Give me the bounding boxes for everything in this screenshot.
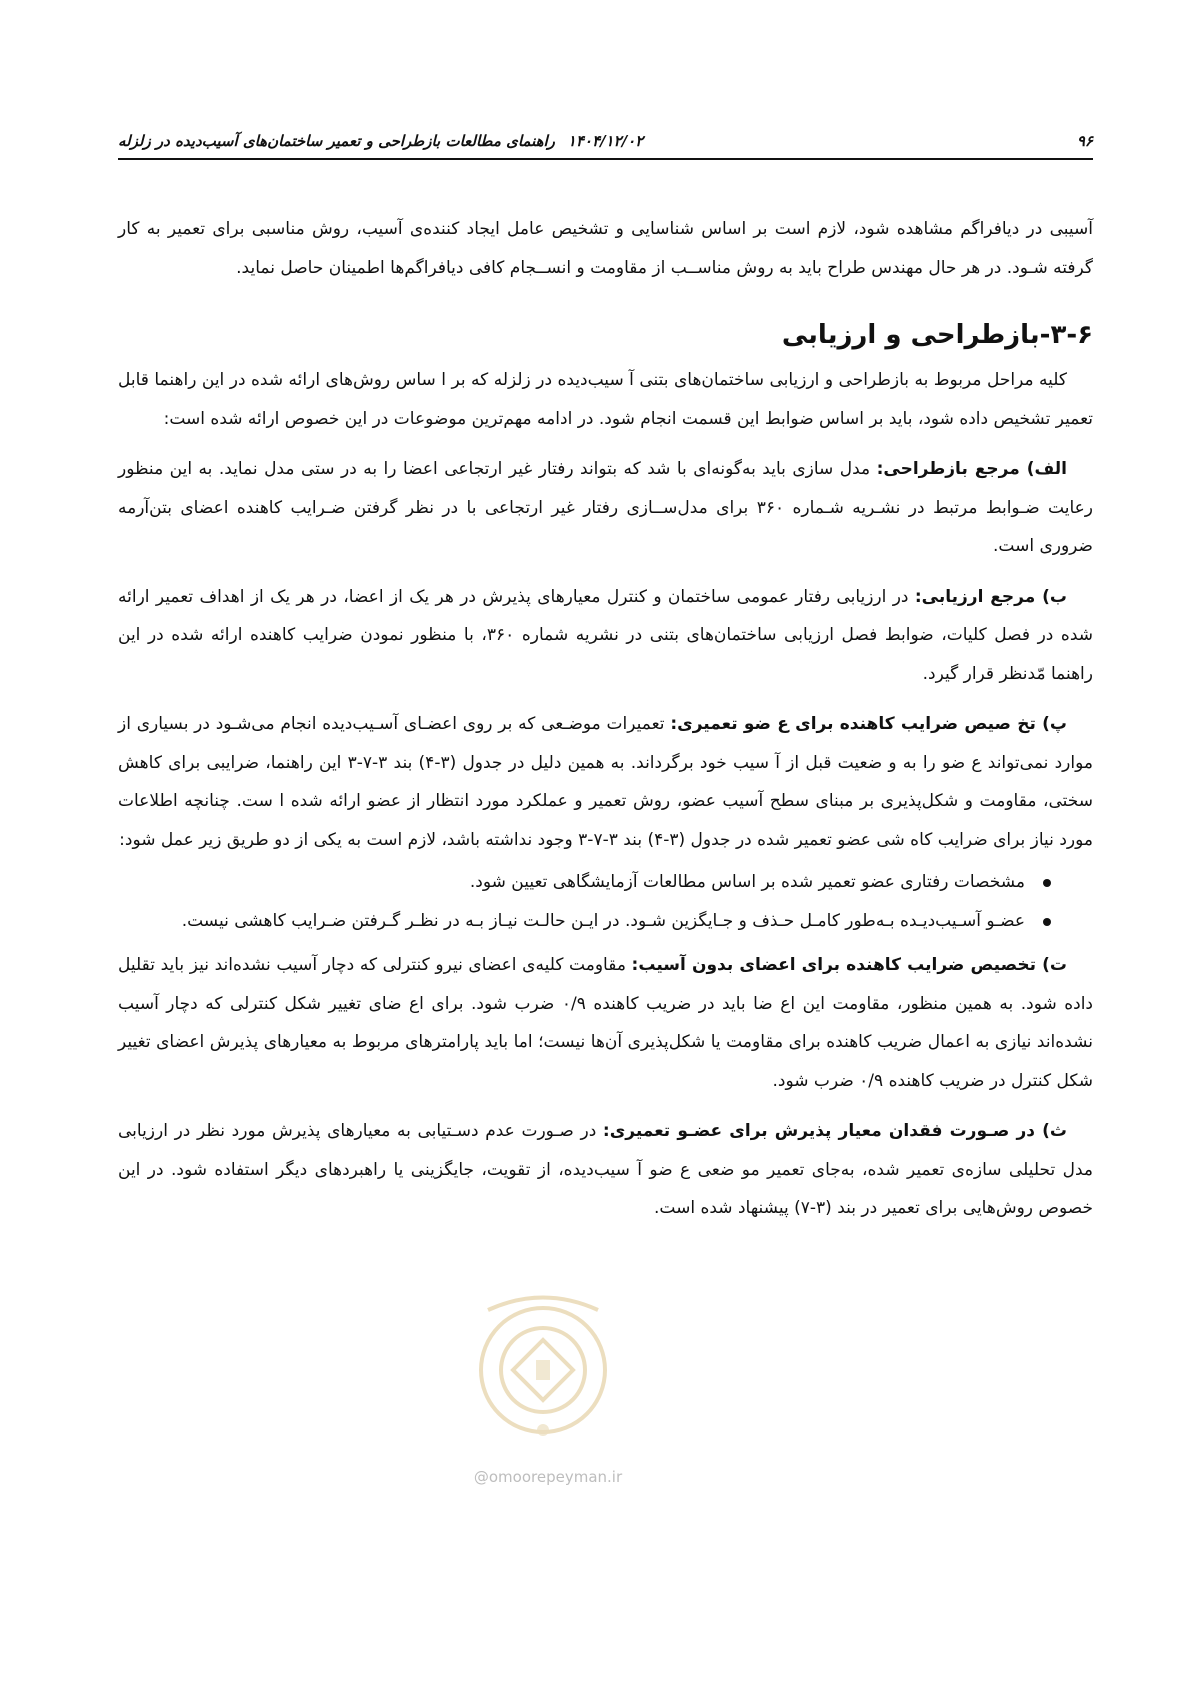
item-b-text: در ارزیابی رفتار عمومی ساختمان و کنترل معیارهای پذیرش در هر یک از اعضا، در هر یک از اهداف تعمیر ارائه شده در فصل کلیات، ضوابط فصل ارزیابی ساختمان‌های بتنی در نشریه شماره ۳۶۰، با منظور نمودن ضرایب کاهنده ارائه شده در این راهنما مّدنظر قرار گیرد. — [118, 586, 1093, 684]
watermark-text: @omoorepeyman.ir — [473, 1468, 623, 1486]
section-intro: کلیه مراحل مربوط به بازطراحی و ارزیابی ساختمان‌های بتنی آ سیب‌دیده در زلزله که بر ا ساس روش‌های ارائه شده در این راهنما قابل تعمیر تشخیص داده شود، باید بر اساس ضوابط این قسمت انجام شود. در ادامه مهم‌ترین موضوعات در این خصوص ارائه شده است: — [118, 370, 1093, 429]
item-b-paragraph — [118, 578, 1093, 694]
header-book-title: راهنمای مطالعات بازطراحی و تعمیر ساختمان‌های آسیب‌دیده در زلزله — [118, 132, 555, 150]
section-title: ۳-۶-بازطراحی و ارزیابی — [781, 320, 1093, 350]
item-a-text: مدل سازی باید به‌گونه‌ای با شد که بتواند رفتار غیر ارتجاعی اعضا را به در ستی مدل نماید. به این منظور رعایت ضـوابط مرتبط در نشـریه شـماره ۳۶۰ برای مدل‌ســازی رفتار غیر ارتجاعی با در نظر گرفتن ضـرایب کاهنده اعضای بتن‌آرمه ضروری است. — [118, 459, 1093, 556]
item-p-text: تعمیرات موضـعی که بر روی اعضـای آسـیب‌دیده انجام می‌شـود در بسیاری از موارد نمی‌تواند ع ضو را به و ضعیت قبل از آ سیب خود برگرداند. به همین دلیل در جدول (۳-۴) بند ۳-۷-۳ این راهنما، ضرایبی برای کاهش سختی، مقاومت و شکل‌پذیری بر مبنای سطح آسیب عضو، روش تعمیر و عملکرد مورد انتظار از عضو ارائه شده ا ست. چنانچه اطلاعات مورد نیاز برای ضرایب کاه شی عضو تعمیر شده در جدول (۳-۴) بند ۳-۷-۳ وجود نداشته باشد، لازم است به یکی از دو طریق زیر عمل شود: — [118, 714, 1093, 850]
bullet-list — [118, 863, 1093, 940]
item-s-paragraph — [118, 1112, 1093, 1228]
page-header — [118, 128, 1093, 160]
page-number: ۹۶ — [1076, 132, 1093, 150]
item-a-lead: الف) مرجع بازطراحی: — [876, 459, 1067, 479]
list-item: عضـو آسـیب‌دیـده بـه‌طور کامـل حـذف و جـایگزین شـود. در ایـن حالـت نیـاز بـه در نظـر گـرفتن ضـرایب کاهشی نیست. — [118, 902, 1051, 941]
item-p-paragraph — [118, 705, 1093, 859]
item-b-lead: ب) مرجع ارزیابی: — [914, 586, 1067, 607]
item-s-lead: ث) در صـورت فقدان معیار پذیرش برای عضـو تعمیری: — [602, 1121, 1067, 1141]
watermark-logo-icon — [468, 1290, 618, 1460]
list-item: مشخصات رفتاری عضو تعمیر شده بر اساس مطالعات آزمایشگاهی تعیین شود. — [118, 863, 1051, 902]
item-a-paragraph — [118, 450, 1093, 566]
item-s-text: در صـورت عدم دسـتیابی به معیارهای پذیرش مورد نظر در ارزیابی مدل تحلیلی سازه‌ی تعمیر شده، به‌جای تعمیر مو ضعی ع ضو آ سیب‌دیده، از تقویت، جایگزینی یا راهبردهای دیگر استفاده شود. در این خصوص روش‌هایی برای تعمیر در بند (۳-۷) پیشنهاد شده است. — [118, 1121, 1093, 1218]
intro-paragraph: آسیبی در دیافراگم مشاهده شود، لازم است بر اساس شناسایی و تشخیص عامل ایجاد کننده‌ی آسیب، روش مناسبی برای تعمیر به کار گرفته شـود. در هر حال مهندس طراح باید به روش مناســب از مقاومت و انســجام کافی دیافراگم‌ها اطمینان حاصل نماید. — [118, 219, 1093, 278]
item-t-lead: ت) تخصیص ضرایب کاهنده برای اعضای بدون آسیب: — [631, 955, 1067, 975]
page-content — [118, 210, 1093, 1240]
item-t-text: مقاومت کلیه‌ی اعضای نیرو کنترلی که دچار آسیب نشده‌اند نیز باید تقلیل داده شود. به همین منظور، مقاومت این اع ضا باید در ضریب کاهنده ۰/۹ ضرب شود. برای اع ضای تغییر شکل کنترلی که دچار آسیب نشده‌اند نیازی به اعمال ضریب کاهنده برای مقاومت یا شکل‌پذیری آن‌ها نیست؛ اما باید پارامترهای مربوط به معیارهای پذیرش اعضای تغییر شکل کنترل در ضریب کاهنده ۰/۹ ضرب شود. — [118, 955, 1093, 1091]
item-p-lead: پ) تخ صیص ضرایب کاهنده برای ع ضو تعمیری: — [670, 714, 1067, 734]
header-date: ۱۴۰۴/۱۲/۰۲ — [567, 132, 644, 150]
item-t-paragraph — [118, 946, 1093, 1100]
